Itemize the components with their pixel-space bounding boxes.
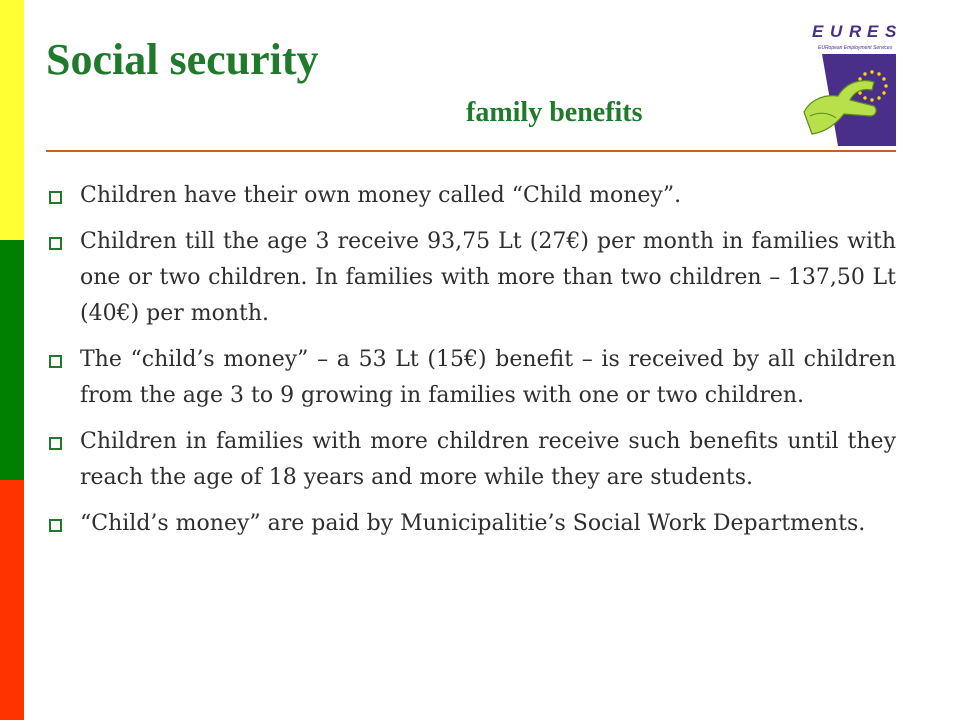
logo-letter: S <box>885 22 897 41</box>
list-item <box>46 178 896 214</box>
logo-letter: E <box>812 22 824 41</box>
logo-tagline: EURopean Employment Services <box>818 45 893 51</box>
side-bar-yellow <box>0 0 24 240</box>
slide-title: Social security <box>46 35 319 84</box>
bullet-text: Children have their own money called “Child money”. <box>80 183 682 208</box>
eures-logo <box>800 20 900 152</box>
square-bullet-icon <box>49 191 62 204</box>
title-divider <box>46 150 896 152</box>
logo-letter: U <box>830 22 843 41</box>
list-item <box>46 424 896 496</box>
slide-subtitle: family benefits <box>466 97 643 128</box>
square-bullet-icon <box>49 519 62 532</box>
square-bullet-icon <box>49 237 62 250</box>
bullet-text: Children in families with more children receive such benefits until they reach the age of 18 years and more while they are students. <box>80 429 896 490</box>
side-bar-red <box>0 480 24 720</box>
list-item <box>46 506 896 542</box>
bullet-text: Children till the age 3 receive 93,75 Lt (27€) per month in families with one or two children. In families with more than two children – 137,50 Lt (40€) per month. <box>80 229 896 326</box>
square-bullet-icon <box>49 355 62 368</box>
bullet-list <box>46 178 896 552</box>
square-bullet-icon <box>49 437 62 450</box>
side-bar-green <box>0 240 24 480</box>
bullet-text: The “child’s money” – a 53 Lt (15€) benefit – is received by all children from the age 3 to 9 growing in families with one or two children. <box>80 347 896 408</box>
list-item <box>46 342 896 414</box>
list-item <box>46 224 896 332</box>
logo-letter: R <box>849 22 862 41</box>
bullet-text: “Child’s money” are paid by Municipalitie’s Social Work Departments. <box>80 511 866 536</box>
logo-letter: E <box>867 22 879 41</box>
